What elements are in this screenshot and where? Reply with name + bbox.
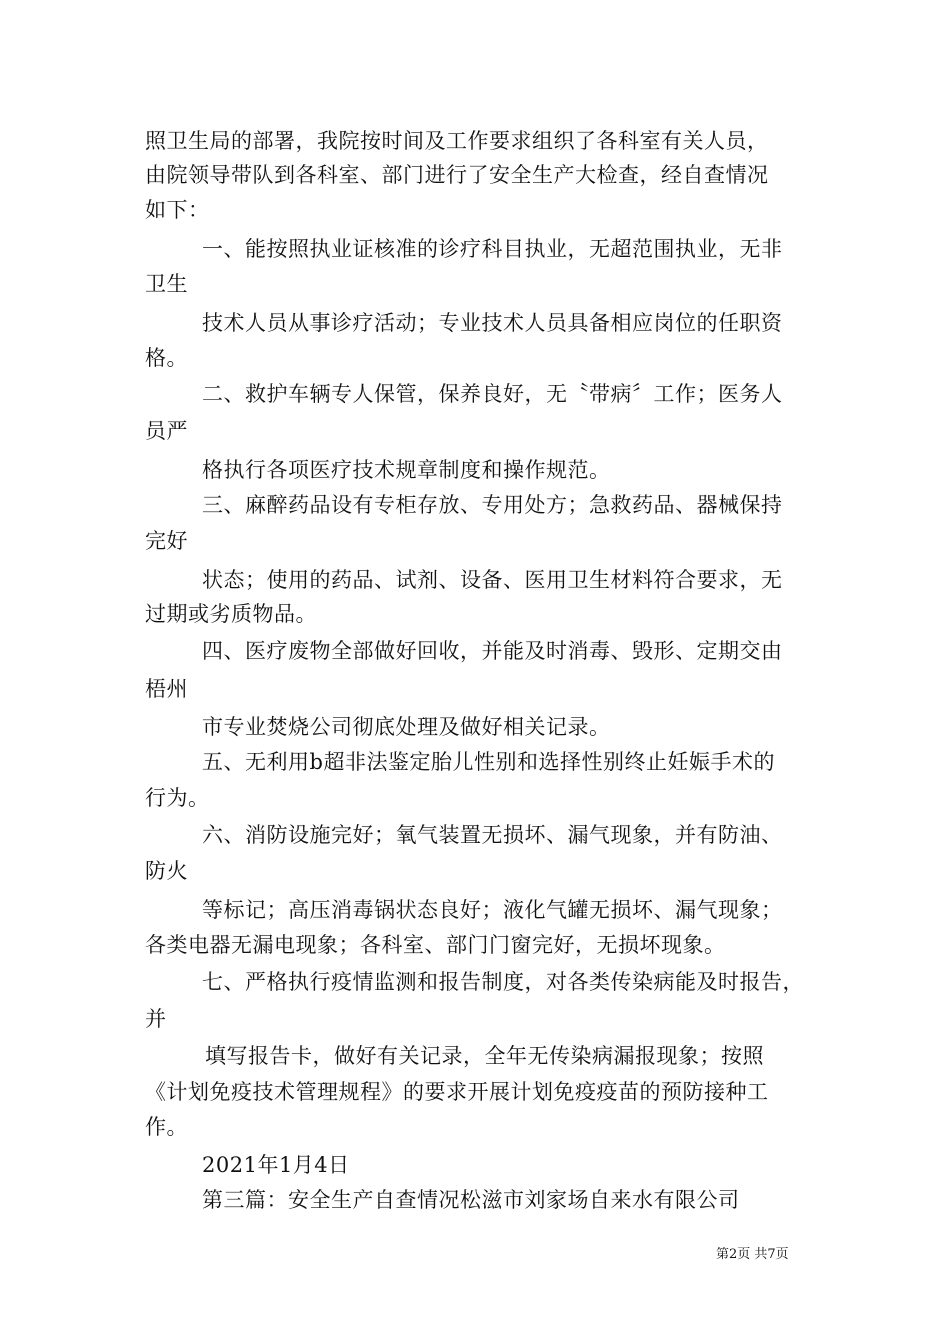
- text-line: 梧州: [145, 677, 188, 701]
- text-line: 二、救护车辆专人保管，保养良好，无〝带病〞工作；医务人: [202, 382, 783, 406]
- text-line: 如下：: [145, 198, 210, 222]
- date-line: 2021年1月4日: [202, 1153, 350, 1177]
- text-line: 《计划免疫技术管理规程》的要求开展计划免疫疫苗的预防接种工: [145, 1080, 769, 1104]
- text-line: 格。: [145, 346, 188, 370]
- text-line: 各类电器无漏电现象；各科室、部门门窗完好，无损坏现象。: [145, 933, 726, 957]
- text-line: 格执行各项医疗技术规章制度和操作规范。: [202, 458, 611, 482]
- text-line: 等标记；高压消毒锅状态良好；液化气罐无损坏、漏气现象；: [202, 898, 783, 922]
- text-line: 状态；使用的药品、试剂、设备、医用卫生材料符合要求，无: [202, 568, 783, 592]
- text-line: 行为。: [145, 786, 210, 810]
- text-line: 员严: [145, 419, 188, 443]
- text-line: 并: [145, 1007, 167, 1031]
- page-number-footer: 第2页 共7页: [716, 1247, 789, 1262]
- section-title: 第三篇：安全生产自查情况松滋市刘家场自来水有限公司: [202, 1188, 740, 1212]
- text-line: 四、医疗废物全部做好回收，并能及时消毒、毁形、定期交由: [202, 639, 783, 663]
- text-line: 卫生: [145, 272, 188, 296]
- text-line: 由院领导带队到各科室、部门进行了安全生产大检查，经自查情况: [145, 163, 769, 187]
- text-line: 照卫生局的部署，我院按时间及工作要求组织了各科室有关人员，: [145, 129, 769, 153]
- text-line: 填写报告卡，做好有关记录，全年无传染病漏报现象；按照: [205, 1044, 764, 1068]
- text-line: 完好: [145, 529, 188, 553]
- text-line: 三、麻醉药品设有专柜存放、专用处方；急救药品、器械保持: [202, 493, 783, 517]
- text-line: 七、严格执行疫情监测和报告制度，对各类传染病能及时报告，: [202, 970, 804, 994]
- text-line: 市专业焚烧公司彻底处理及做好相关记录。: [202, 715, 611, 739]
- text-line: 六、消防设施完好；氧气装置无损坏、漏气现象，并有防油、: [202, 823, 783, 847]
- text-line: 一、能按照执业证核准的诊疗科目执业，无超范围执业，无非: [202, 237, 783, 261]
- text-line: 五、无利用b超非法鉴定胎儿性别和选择性别终止妊娠手术的: [202, 750, 775, 774]
- text-line: 防火: [145, 859, 188, 883]
- text-line: 技术人员从事诊疗活动；专业技术人员具备相应岗位的任职资: [202, 311, 783, 335]
- text-line: 过期或劣质物品。: [145, 602, 317, 626]
- text-line: 作。: [145, 1115, 188, 1139]
